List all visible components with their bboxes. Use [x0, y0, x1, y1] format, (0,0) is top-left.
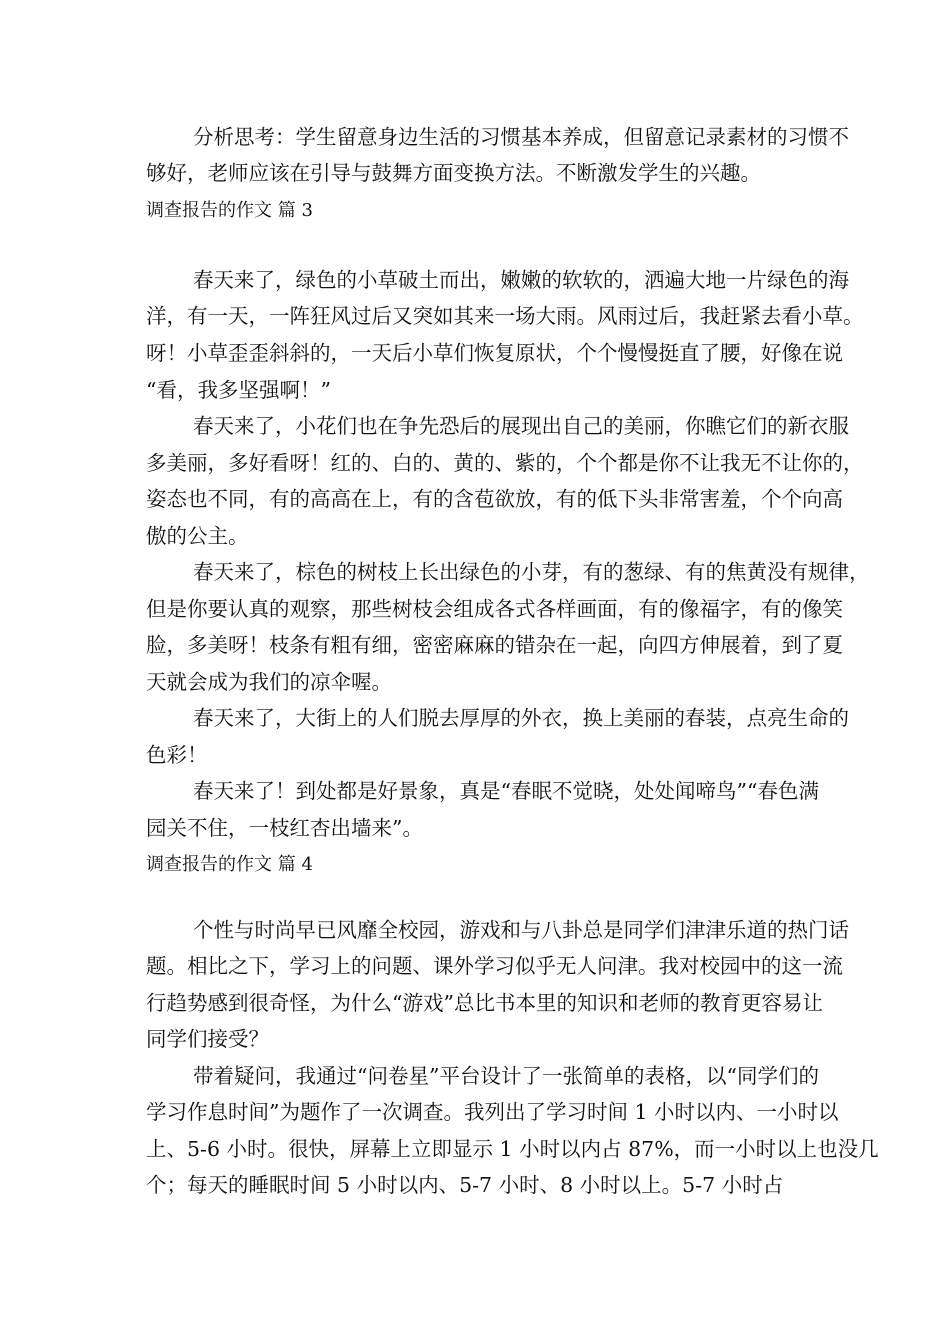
paragraph-line: 园关不住，一枝红杏出墙来”。: [146, 816, 423, 840]
paragraph-line: 带着疑问，我通过“问卷星”平台设计了一张简单的表格，以“同学们的: [193, 1064, 819, 1088]
paragraph-line: 题。相比之下，学习上的问题、课外学习似乎无人问津。我对校园中的这一流: [146, 954, 843, 978]
paragraph-line: 傲的公主。: [146, 524, 249, 548]
paragraph-line: 个；每天的睡眠时间 5 小时以内、5-7 小时、8 小时以上。5-7 小时占: [146, 1173, 784, 1197]
paragraph-line: 洋，有一天，一阵狂风过后又突如其来一场大雨。风雨过后，我赶紧去看小草。: [146, 304, 864, 328]
paragraph-line: 春天来了，小花们也在争先恐后的展现出自己的美丽，你瞧它们的新衣服: [193, 414, 849, 438]
paragraph-line: 春天来了，绿色的小草破土而出，嫩嫩的软软的，洒遍大地一片绿色的海: [193, 268, 849, 292]
paragraph-line: 春天来了！到处都是好景象，真是“春眠不觉晓，处处闻啼鸟”“春色满: [193, 779, 819, 803]
paragraph-line: 学习作息时间”为题作了一次调查。我列出了学习时间 1 小时以内、一小时以: [146, 1100, 839, 1124]
section-heading: 调查报告的作文 篇 4: [146, 854, 313, 875]
paragraph-line: 行趋势感到很奇怪，为什么“游戏”总比书本里的知识和老师的教育更容易让: [146, 991, 823, 1015]
paragraph-line: 春天来了，棕色的树枝上长出绿色的小芽，有的葱绿、有的焦黄没有规律，: [193, 560, 870, 584]
paragraph-line: 个性与时尚早已风靡全校园，游戏和与八卦总是同学们津津乐道的热门话: [193, 918, 849, 942]
paragraph-line: 姿态也不同，有的高高在上，有的含苞欲放，有的低下头非常害羞，个个向高: [146, 487, 843, 511]
paragraph-line: “看，我多坚强啊！”: [146, 378, 331, 402]
paragraph-line: 够好，老师应该在引导与鼓舞方面变换方法。不断激发学生的兴趣。: [146, 161, 761, 185]
paragraph-line: 呀！小草歪歪斜斜的，一天后小草们恢复原状，个个慢慢挺直了腰，好像在说: [146, 341, 843, 365]
paragraph-line: 上、5-6 小时。很快，屏幕上立即显示 1 小时以内占 87%，而一小时以上也没几: [146, 1137, 879, 1161]
paragraph-line: 多美丽，多好看呀！红的、白的、黄的、紫的，个个都是你不让我无不让你的，: [146, 451, 864, 475]
section-heading: 调查报告的作文 篇 3: [146, 200, 313, 221]
paragraph-line: 分析思考：学生留意身边生活的习惯基本养成，但留意记录素材的习惯不: [193, 125, 849, 149]
paragraph-line: 色彩！: [146, 743, 208, 767]
paragraph-line: 天就会成为我们的凉伞喔。: [146, 670, 392, 694]
paragraph-line: 但是你要认真的观察，那些树枝会组成各式各样画面，有的像福字，有的像笑: [146, 597, 843, 621]
paragraph-line: 春天来了，大街上的人们脱去厚厚的外衣，换上美丽的春装，点亮生命的: [193, 706, 849, 730]
paragraph-line: 同学们接受？: [146, 1027, 269, 1051]
paragraph-line: 脸，多美呀！枝条有粗有细，密密麻麻的错杂在一起，向四方伸展着，到了夏: [146, 633, 843, 657]
